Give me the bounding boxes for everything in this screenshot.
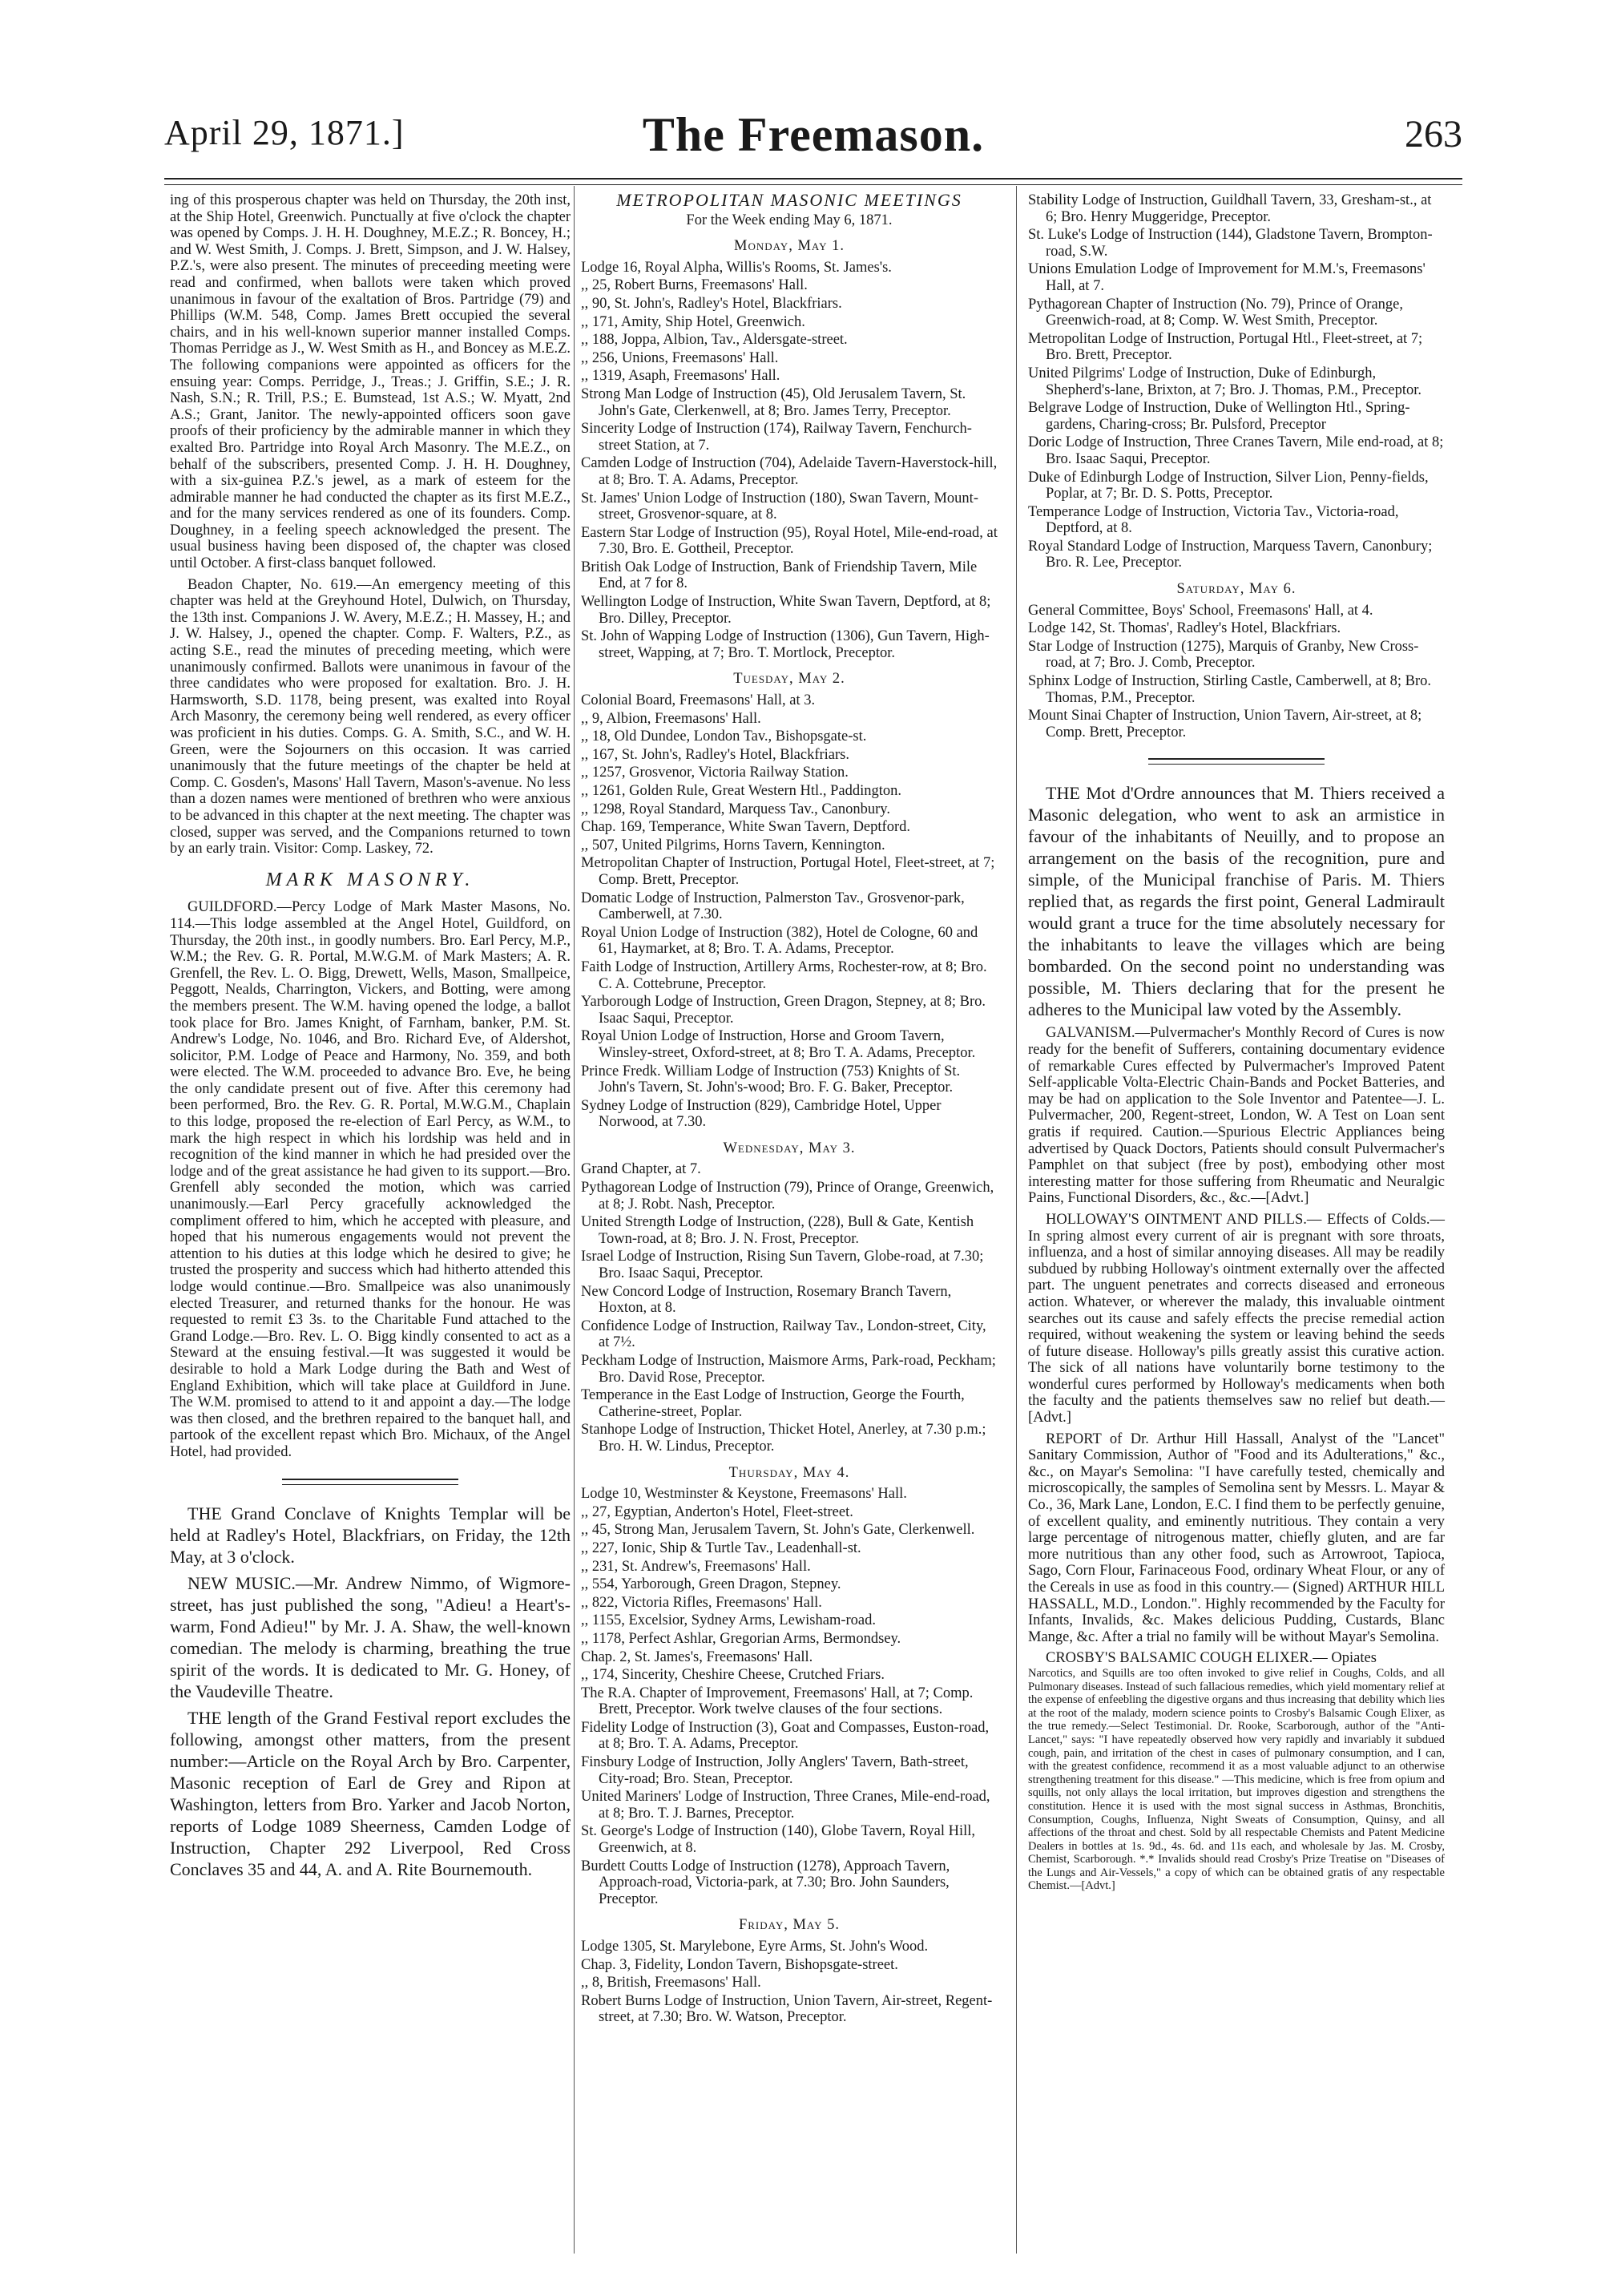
list-item: The R.A. Chapter of Improvement, Freemasons' Hall, at 7; Comp. Brett, Preceptor. Work twelve clauses of the four sections. xyxy=(581,1685,974,1718)
list-item: Domatic Lodge of Instruction, Palmerston Tav., Grosvenor-park, Camberwell, at 7.30. xyxy=(581,890,965,923)
list-item: ,, 167, St. John's, Radley's Hotel, Blackfriars. xyxy=(581,746,850,763)
list-item: Faith Lodge of Instruction, Artillery Arms, Rochester-row, at 8; Bro. C. A. Cottebrune, Preceptor. xyxy=(581,958,987,992)
list-item: ,, 188, Joppa, Albion, Tav., Aldersgate-street. xyxy=(581,332,848,349)
list-item: Royal Standard Lodge of Instruction, Marquess Tavern, Canonbury; Bro. R. Lee, Preceptor. xyxy=(1028,538,1433,571)
list-item: ,, 1319, Asaph, Freemasons' Hall. xyxy=(581,368,780,385)
list-item: Temperance in the East Lodge of Instruction, George the Fourth, Catherine-street, Poplar. xyxy=(581,1387,965,1420)
page-number: 263 xyxy=(1405,113,1462,155)
list-item: Mount Sinai Chapter of Instruction, Union Tavern, Air-street, at 8; Comp. Brett, Preceptor. xyxy=(1028,708,1422,740)
list-item: ,, 8, British, Freemasons' Hall. xyxy=(581,1975,761,1991)
list-item: ,, 1261, Golden Rule, Great Western Htl., Paddington. xyxy=(581,783,901,799)
day-heading-thursday: Thursday, May 4. xyxy=(728,1464,850,1481)
list-item: Eastern Star Lodge of Instruction (95), Royal Hotel, Mile-end-road, at 7.30, Bro. E. Gottheil, Preceptor. xyxy=(581,524,998,558)
section-rule xyxy=(1148,758,1325,765)
list-item: Temperance Lodge of Instruction, Victoria Tav., Victoria-road, Deptford, at 8. xyxy=(1028,503,1399,537)
list-item: Strong Man Lodge of Instruction (45), Old Jerusalem Tavern, St. John's Gate, Clerkenwell, at 8; Bro. James Terry, Preceptor. xyxy=(581,385,966,419)
publication-title: The Freemason. xyxy=(642,108,985,161)
list-item: Colonial Board, Freemasons' Hall, at 3. xyxy=(581,692,816,709)
friday-list-continued xyxy=(1028,192,1445,571)
list-item: Lodge 16, Royal Alpha, Willis's Rooms, St. James's. xyxy=(581,259,892,276)
list-item: Sydney Lodge of Instruction (829), Cambridge Hotel, Upper Norwood, at 7.30. xyxy=(581,1097,942,1131)
list-item: Unions Emulation Lodge of Improvement for M.M.'s, Freemasons' Hall, at 7. xyxy=(1028,261,1426,294)
day-heading-friday: Friday, May 5. xyxy=(738,1917,841,1934)
list-item: Pythagorean Lodge of Instruction (79), Prince of Orange, Greenwich, at 8; J. Robt. Nash, Preceptor. xyxy=(581,1180,994,1213)
new-music-notice: NEW MUSIC.—Mr. Andrew Nimmo, of Wigmore-street, has just published the song, "Adieu! a Heart's-warm, Fond Adieu!" by Mr. J. A. Shaw, the well-known comedian. The melody is charming, breathing the true spirit of the words. It is dedicated to Mr. G. Honey, of the Vaudeville Theatre. xyxy=(170,1572,571,1701)
list-item: Prince Fredk. William Lodge of Instruction (753) Knights of St. John's Tavern, St. John's-wood; Bro. F. G. Baker, Preceptor. xyxy=(581,1063,961,1096)
column-2 xyxy=(581,192,998,2028)
beadon-chapter-report: Beadon Chapter, No. 619.—An emergency meeting of this chapter was held at the Greyhound Hotel, Dulwich, on Thursday, the 13th inst. Companions J. W. Avery, M.E.Z.; H. Massey, H.; and J. W. Halsey, J., opened the chapter. Comp. F. Walters, P.Z., as acting S.E., read the minutes of preceding meeting, which were unanimously confirmed. Ballots were unanimous in favour of the three candidates who were proposed for exaltation. Bro. J. H. Harmsworth, S.D. 1178, being present, was exalted into Royal Arch Masonry, the ceremony being well rendered, as every officer was proficient in his duties. Comps. G. A. Smith, S.C., and W. H. Green, were the Sojourners on this occasion. It was carried unanimously that the future meetings of the chapter be held at Comp. C. Gosden's, Masons' Hall Tavern, Mason's-avenue. No less than a dozen names were mentioned of brethren who were anxious to be advanced in this chapter at the next meeting. The chapter was closed, supper was served, and the Companions returned to town by an early train. Visitor: Comp. Laskey, 72. xyxy=(170,576,571,857)
list-item: Robert Burns Lodge of Instruction, Union Tavern, Air-street, Regent-street, at 7.30; Bro. W. Watson, Preceptor. xyxy=(581,1992,993,2026)
list-item: ,, 1257, Grosvenor, Victoria Railway Station. xyxy=(581,765,849,781)
list-item: Pythagorean Chapter of Instruction (No. 79), Prince of Orange, Greenwich-road, at 8; Comp. W. West Smith, Preceptor. xyxy=(1028,296,1404,329)
list-item: Fidelity Lodge of Instruction (3), Goat and Compasses, Euston-road, at 8; Bro. T. A. Adams, Preceptor. xyxy=(581,1719,990,1753)
list-item: ,, 507, United Pilgrims, Horns Tavern, Kennington. xyxy=(581,837,885,853)
thursday-list xyxy=(581,1486,998,1907)
list-item: ,, 27, Egyptian, Anderton's Hotel, Fleet-street. xyxy=(581,1503,853,1520)
list-item: Grand Chapter, at 7. xyxy=(581,1161,701,1178)
galvanism-advert: GALVANISM.—Pulvermacher's Monthly Record of Cures is now ready for the benefit of Sufferers, containing documentary evidence of remarkable Cures effected by Pulvermacher's Improved Patent Self-applicable Volta-Electric Chain-Bands and Pocket Batteries, and may be had on application to the Sole Inventor and Patentee—J. L. Pulvermacher, 200, Regent-street, London, W. A Test on Loan sent gratis if required. Caution.—Spurious Electric Appliances being advertised by Quack Doctors, Patients should consult Pulvermacher's Pamphlet on that subject (free by post), embodying other most interesting matter for those suffering from Rheumatic and Neuralgic Pains, Functional Disorders, &c., &c.—[Advt.] xyxy=(1028,1025,1445,1207)
day-heading-monday: Monday, May 1. xyxy=(734,238,845,255)
list-item: Sincerity Lodge of Instruction (174), Railway Tavern, Fenchurch-street Station, at 7. xyxy=(581,421,972,454)
list-item: Stanhope Lodge of Instruction, Thicket Hotel, Anerley, at 7.30 p.m.; Bro. H. W. Lindus, Preceptor. xyxy=(581,1422,986,1455)
list-item: Metropolitan Lodge of Instruction, Portugal Htl., Fleet-street, at 7; Bro. Brett, Preceptor. xyxy=(1028,330,1423,364)
list-item: Belgrave Lodge of Instruction, Duke of Wellington Htl., Spring-gardens, Charing-cross; Br. Pulsford, Preceptor xyxy=(1028,400,1410,433)
monday-list xyxy=(581,260,998,662)
day-heading-tuesday: Tuesday, May 2. xyxy=(733,671,845,688)
list-item: ,, 554, Yarborough, Green Dragon, Stepney. xyxy=(581,1576,841,1593)
meetings-title: METROPOLITAN MASONIC MEETINGS xyxy=(616,190,962,210)
list-item: Sphinx Lodge of Instruction, Stirling Castle, Camberwell, at 8; Bro. Thomas, P.M., Preceptor. xyxy=(1028,673,1432,706)
day-heading-wednesday: Wednesday, May 3. xyxy=(723,1140,856,1156)
wednesday-list xyxy=(581,1161,998,1455)
list-item: Burdett Coutts Lodge of Instruction (1278), Approach Tavern, Approach-road, Victoria-park, at 7.30; Bro. John Saunders, Preceptor. xyxy=(581,1858,950,1907)
list-item: Wellington Lodge of Instruction, White Swan Tavern, Deptford, at 8; Bro. Dilley, Preceptor. xyxy=(581,594,991,627)
list-item: Lodge 1305, St. Marylebone, Eyre Arms, St. John's Wood. xyxy=(581,1939,929,1955)
list-item: St. George's Lodge of Instruction (140), Globe Tavern, Royal Hill, Greenwich, at 8. xyxy=(581,1823,976,1857)
list-item: ,, 174, Sincerity, Cheshire Cheese, Crutched Friars. xyxy=(581,1667,885,1684)
list-item: Doric Lodge of Instruction, Three Cranes Tavern, Mile end-road, at 8; Bro. Isaac Saqui, Preceptor. xyxy=(1028,434,1444,467)
list-item: ,, 25, Robert Burns, Freemasons' Hall. xyxy=(581,277,808,294)
festival-report-notice: THE length of the Grand Festival report excludes the following, amongst other matters, from the present number:—Article on the Royal Arch by Bro. Carpenter, Masonic reception of Earl de Grey and Ripon at Washington, letters from Bro. Yarker and Jacob Norton, reports of Lodge 1089 Sheerness, Camden Lodge of Instruction, Chapter 292 Liverpool, Red Cross Conclaves 35 and 44, A. and A. Rite Bournemouth. xyxy=(170,1707,571,1879)
thiers-article: THE Mot d'Ordre announces that M. Thiers received a Masonic delegation, who went to ask an armistice in favour of the inhabitants of Neuilly, and to propose an arrangement on the basis of the recognition, pure and simple, of the Municipal franchise of Paris. M. Thiers replied that, as regards the first point, General Ladmirault would grant a truce for the time absolutely necessary for the inhabitants to leave the villages which are being bombarded. On the second point no understanding was possible, M. Thiers declaring that for the present he adheres to the Municipal law voted by the Assembly. xyxy=(1028,783,1445,1020)
list-item: ,, 256, Unions, Freemasons' Hall. xyxy=(581,349,779,366)
friday-list xyxy=(581,1939,998,2026)
tuesday-list xyxy=(581,692,998,1131)
list-item: ,, 45, Strong Man, Jerusalem Tavern, St. John's Gate, Clerkenwell. xyxy=(581,1522,975,1539)
hassall-report-advert: REPORT of Dr. Arthur Hill Hassall, Analyst of the "Lancet" Sanitary Commission, Author of "Food and its Adulterations," &c., &c., on Mayar's Semolina: "I have carefully tested, chemically and microscopically, the samples of Semolina sent by Messrs. L. Mayar & Co., 36, Mark Lane, London, E.C. I find them to be perfectly genuine, of excellent quality, and eminently nutritious. They contain a very large percentage of nitrogenous matter, chiefly gluten, and are far more nutritious than any other food, such as Arrowroot, Tapioca, Sago, Corn Flour, Farinaceous Food, ordinary Wheat Flour, or any of the Cereals in use as food in this country.— (Signed) ARTHUR HILL HASSALL, M.D., London.". Highly recommended by the Faculty for Infants, Invalids, &c. Makes delicious Pudding, Custards, Blanc Mange, &c. After a trial no family will be without Mayar's Semolina. xyxy=(1028,1430,1445,1645)
holloway-advert: HOLLOWAY'S OINTMENT AND PILLS.— Effects of Colds.—In spring almost every current of air is pregnant with sore throats, influenza, and a host of similar annoying diseases. All may be readily subdued by rubbing Holloway's ointment externally over the affected part. The unguent penetrates and corrects diseased and erroneous action. Whatever, or wherever the malady, this invaluable ointment searches out its cause and safely effects the precise remedial action required, without weakening the system or leaving behind the seeds of future disease. Holloway's pills greatly assist this curative action. The sick of all nations have voluntarily borne testimony to the wonderful cures performed by Holloway's medicaments when both the faculty and the patients themselves saw no relief but death.—[Advt.] xyxy=(1028,1211,1445,1426)
list-item: ,, 822, Victoria Rifles, Freemasons' Hall. xyxy=(581,1594,822,1611)
list-item: Yarborough Lodge of Instruction, Green Dragon, Stepney, at 8; Bro. Isaac Saqui, Preceptor. xyxy=(581,994,986,1027)
list-item: Peckham Lodge of Instruction, Maismore Arms, Park-road, Peckham; Bro. David Rose, Preceptor. xyxy=(581,1353,996,1386)
list-item: Chap. 3, Fidelity, London Tavern, Bishopsgate-street. xyxy=(581,1956,898,1973)
list-item: Finsbury Lodge of Instruction, Jolly Anglers' Tavern, Bath-street, City-road; Bro. Stean, Preceptor. xyxy=(581,1754,969,1787)
list-item: Lodge 10, Westminster & Keystone, Freemasons' Hall. xyxy=(581,1486,907,1503)
list-item: General Committee, Boys' School, Freemasons' Hall, at 4. xyxy=(1028,602,1373,619)
list-item: Lodge 142, St. Thomas', Radley's Hotel, Blackfriars. xyxy=(1028,620,1341,637)
list-item: United Mariners' Lodge of Instruction, Three Cranes, Mile-end-road, at 8; Bro. T. J. Barnes, Preceptor. xyxy=(581,1789,990,1822)
list-item: St. John of Wapping Lodge of Instruction (1306), Gun Tavern, High-street, Wapping, at 7; Bro. T. Mortlock, Preceptor. xyxy=(581,628,990,661)
list-item: Camden Lodge of Instruction (704), Adelaide Tavern-Haverstock-hill, at 8; Bro. T. A. Adams, Preceptor. xyxy=(581,455,998,488)
list-item: ,, 90, St. John's, Radley's Hotel, Blackfriars. xyxy=(581,295,842,312)
list-item: Metropolitan Chapter of Instruction, Portugal Hotel, Fleet-street, at 7; Comp. Brett, Preceptor. xyxy=(581,855,995,888)
issue-date: April 29, 1871.] xyxy=(164,113,405,152)
list-item: British Oak Lodge of Instruction, Bank of Friendship Tavern, Mile End, at 7 for 8. xyxy=(581,559,978,592)
list-item: Royal Union Lodge of Instruction (382), Hotel de Cologne, 60 and 61, Haymarket, at 8; Bro. T. A. Adams, Preceptor. xyxy=(581,924,978,958)
list-item: United Pilgrims' Lodge of Instruction, Duke of Edinburgh, Shepherd's-lane, Brixton, at 7; Bro. J. Thomas, P.M., Preceptor. xyxy=(1028,365,1422,398)
list-item: New Concord Lodge of Instruction, Rosemary Branch Tavern, Hoxton, at 8. xyxy=(581,1283,952,1317)
list-item: Royal Union Lodge of Instruction, Horse and Groom Tavern, Winsley-street, Oxford-street, at 8; Bro T. A. Adams, Preceptor. xyxy=(581,1028,976,1061)
list-item: Chap. 2, St. James's, Freemasons' Hall. xyxy=(581,1648,813,1665)
list-item: Stability Lodge of Instruction, Guildhall Tavern, 33, Gresham-st., at 6; Bro. Henry Muggeridge, Preceptor. xyxy=(1028,192,1432,225)
chapter-report-continued: ing of this prosperous chapter was held on Thursday, the 20th inst, at the Ship Hotel, Greenwich. Punctually at five o'clock the chapter was opened by Comps. J. H. H. Doughney, M.E.Z.; R. Boncey, H.; and W. West Smith, J. Comps. J. Brett, Simpson, and J. W. Halsey, P.Z.'s, were also present. The minutes of preceeding meeting were read and confirmed, when ballots were taken which proved unanimous in favour of the exaltation of Bros. Partridge (79) and Phillips (W.M. 548, Comp. James Brett occupied the several chairs, and in his well-known superior manner installed Comps. Thomas Perridge as J., W. West Smith as H., and Boncey as M.E.Z. The following companions were appointed as officers for the ensuing year: Comps. Perridge, J., Treas.; J. Griffin, S.E.; J. R. Nash, S.N.; R. Trill, P.S.; E. Bumstead, 1st A.S.; W. Myatt, 2nd A.S.; Grant, Janitor. The newly-appointed officers soon gave proofs of their proficiency by the admirable manner in which they exalted Bro. Partridge into Royal Arch Masonry. The M.E.Z., on behalf of the subscribers, presented Comp. J. H. H. Doughney, with a six-guinea P.Z.'s jewel, as a mark of esteem for the admirable manner he had conducted the chapter as its first M.E.Z., and for the many services rendered as one of its founders. Comp. Doughney, in a feeling speech acknowledged the present. The usual business having been disposed of, the chapter was closed until October. A first-class banquet followed. xyxy=(170,192,571,572)
list-item: St. James' Union Lodge of Instruction (180), Swan Tavern, Mount-street, Grosvenor-square, at 8. xyxy=(581,490,978,523)
mark-masonry-heading: MARK MASONRY. xyxy=(265,869,475,890)
list-item: Duke of Edinburgh Lodge of Instruction, Silver Lion, Penny-fields, Poplar, at 7; Br. D. S. Potts, Preceptor. xyxy=(1028,469,1429,502)
list-item: Israel Lodge of Instruction, Rising Sun Tavern, Globe-road, at 7.30; Bro. Isaac Saqui, Preceptor. xyxy=(581,1249,984,1282)
meetings-subtitle: For the Week ending May 6, 1871. xyxy=(686,212,893,228)
list-item: ,, 18, Old Dundee, London Tav., Bishopsgate-st. xyxy=(581,728,867,745)
crosby-advert-body: Narcotics, and Squills are too often invoked to give relief in Coughs, Colds, and all Pulmonary diseases. Instead of such fallacious remedies, which yield momentary relief at the expense of enfeebling the digestive organs and thus increasing that debility which lies at the root of the malady, modern science points to Crosby's Balsamic Cough Elixer, as the true remedy.—Select Testimonial. Dr. Rooke, Scarborough, author of the "Anti-Lancet," says: "I have repeatedly observed how very rapidly and invariably it subdued cough, pain, and irritation of the chest in cases of pulmonary consumption, and I can, with the greatest confidence, recommend it as a most valuable adjunct to an otherwise strengthening treatment for this disease." —This medicine, which is free from opium and squills, not only allays the local irritation, but improves digestion and strengthens the constitution. Hence it is used with the most signal success in Asthmas, Bronchitis, Consumption, Coughs, Influenza, Night Sweats of Consumption, Quinsy, and all affections of the throat and chest. Sold by all respectable Chemists and Patent Medicine Dealers in bottles at 1s. 9d., 4s. 6d. and 11s each, and wholesale by Jas. M. Crosby, Chemist, Scarborough. *.* Invalids should read Crosby's Prize Treatise on "Diseases of the Lungs and Air-Vessels," a copy of which can be obtained gratis of any respectable Chemist.—[Advt.] xyxy=(1028,1666,1445,1893)
crosby-advert-heading: CROSBY'S BALSAMIC COUGH ELIXER.— Opiates xyxy=(1046,1650,1377,1667)
list-item: ,, 1155, Excelsior, Sydney Arms, Lewisham-road. xyxy=(581,1612,876,1629)
percy-lodge-report: GUILDFORD.—Percy Lodge of Mark Master Masons, No. 114.—This lodge assembled at the Angel Hotel, Guildford, on Thursday, the 20th inst., in goodly numbers. Bro. Earl Percy, M.P., W.M.; the Rev. G. R. Portal, M.W.G.M. of Mark Masters; A. R. Grenfell, the Rev. L. O. Bigg, Drewett, Wells, Mason, Smallpeice, Peggott, Nealds, Charrington, Vickers, and Botting, were among the members present. The W.M. having opened the lodge, a ballot took place for Bro. James Knight, of Farnham, banker, P.M. St. Andrew's Lodge, No. 1046, and Bro. Richard Eve, of Aldershot, solicitor, P.M. Lodge of Peace and Harmony, No. 359, and both were elected. The W.M. proceeded to advance Bro. Eve, he being the only candidate present out of five. After this ceremony had been performed, Bro. the Rev. G. R. Portal, M.W.G.M., Chaplain to this lodge, proposed the re-election of Earl Percy, as W.M., to mark the high respect in which his lordship was held and in recognition of the kind manner in which he had presided over the lodge and of the great assistance he had given to its support.—Bro. Grenfell ably seconded the motion, which was carried unanimously.—Earl Percy gracefully acknowledged the compliment offered to him, which he accepted with pleasure, and hoped that his numerous engagements would not prevent the attention to his duties at this lodge which he desired to give; he trusted the prosperity and success which had hitherto attended this lodge would continue.—Bro. Smallpeice was also unanimously elected Treasurer, and returned thanks for the honour. He was requested to remit £3 3s. to the Charitable Fund attached to the Grand Lodge.—Bro. Rev. L. O. Bigg kindly consented to act as a Steward at the ensuing festival.—It was suggested it would be desirable to hold a Mark Lodge during the Bath and West of England Exhibition, which will take place at Guildford in June. The W.M. promised to attend to it and appoint a day.—The lodge was then closed, and the brethren repaired to the banquet hall, and partook of the excellent repast which Bro. Michaux, of the Angel Hotel, had provided. xyxy=(170,899,571,1460)
list-item: ,, 1298, Royal Standard, Marquess Tav., Canonbury. xyxy=(581,801,890,817)
day-heading-saturday: Saturday, May 6. xyxy=(1176,581,1296,598)
list-item: Confidence Lodge of Instruction, Railway Tav., London-street, City, at 7½. xyxy=(581,1317,986,1351)
masthead xyxy=(164,108,1462,176)
list-item: ,, 227, Ionic, Ship & Turtle Tav., Leadenhall-st. xyxy=(581,1539,861,1556)
list-item: St. Luke's Lodge of Instruction (144), Gladstone Tavern, Brompton-road, S.W. xyxy=(1028,227,1433,260)
list-item: ,, 171, Amity, Ship Hotel, Greenwich. xyxy=(581,313,805,330)
list-item: United Strength Lodge of Instruction, (228), Bull & Gate, Kentish Town-road, at 8; Bro. J. N. Frost, Preceptor. xyxy=(581,1214,974,1247)
list-item: ,, 1178, Perfect Ashlar, Gregorian Arms, Bermondsey. xyxy=(581,1630,901,1647)
column-1 xyxy=(170,192,571,1885)
list-item: Chap. 169, Temperance, White Swan Tavern, Deptford. xyxy=(581,819,910,836)
column-divider xyxy=(1016,186,1017,2254)
grand-conclave-notice: THE Grand Conclave of Knights Templar will be held at Radley's Hotel, Blackfriars, on Friday, the 12th May, at 3 o'clock. xyxy=(170,1503,571,1567)
list-item: ,, 9, Albion, Freemasons' Hall. xyxy=(581,710,761,727)
masthead-rule xyxy=(164,178,1462,185)
saturday-list xyxy=(1028,603,1445,741)
list-item: Star Lodge of Instruction (1275), Marquis of Granby, New Cross-road, at 7; Bro. J. Comb, Preceptor. xyxy=(1028,638,1419,672)
list-item: ,, 231, St. Andrew's, Freemasons' Hall. xyxy=(581,1558,811,1575)
column-3 xyxy=(1028,192,1445,1898)
section-rule xyxy=(282,1479,458,1485)
column-divider xyxy=(574,186,575,2254)
